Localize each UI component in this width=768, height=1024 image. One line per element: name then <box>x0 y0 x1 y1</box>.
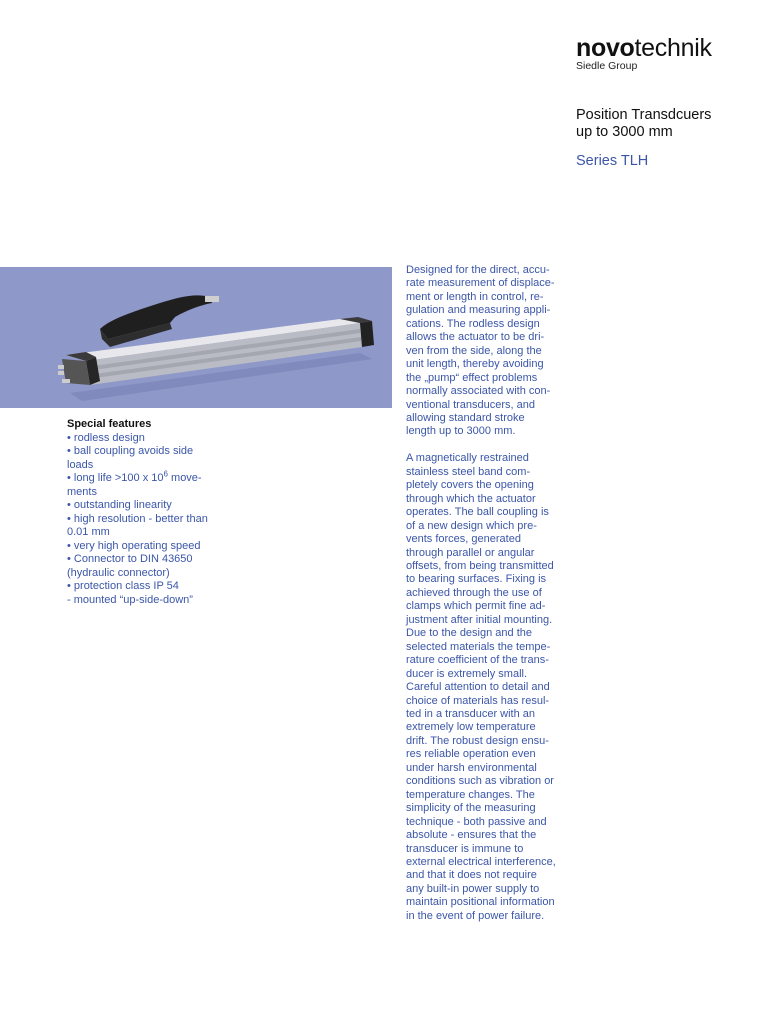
feature-life-tail: move- <box>167 472 202 484</box>
description-line: of a new design which pre- <box>406 519 537 532</box>
description-line: ventional transducers, and <box>406 398 536 411</box>
features-heading: Special features <box>67 418 152 430</box>
description-line: technique - both passive and <box>406 815 547 828</box>
description-line: simplicity of the measuring <box>406 802 536 815</box>
feature-line: • Connector to DIN 43650 <box>67 553 193 565</box>
description-line: external electrical interference, <box>406 855 556 868</box>
brand-logo <box>576 34 746 72</box>
description-line: operates. The ball coupling is <box>406 506 549 519</box>
description-line: rate measurement of displace- <box>406 277 555 290</box>
description-line: extremely low temperature <box>406 721 536 734</box>
brand-name-bold: novo <box>576 34 635 62</box>
description-line: through parallel or angular <box>406 546 535 559</box>
description-line: normally associated with con- <box>406 385 551 398</box>
description-line: gulation and measuring appli- <box>406 304 551 317</box>
feature-line: 0.01 mm <box>67 526 110 538</box>
description-line: and that it does not require <box>406 869 537 882</box>
description-line: cations. The rodless design <box>406 317 540 330</box>
description-line: A magnetically restrained <box>406 452 529 465</box>
description-line: allowing standard stroke <box>406 411 525 424</box>
description-line: through which the actuator <box>406 492 536 505</box>
feature-line: • outstanding linearity <box>67 499 172 511</box>
brand-group: Siedle Group <box>576 60 638 72</box>
description-line: pletely covers the opening <box>406 479 534 492</box>
feature-line: loads <box>67 458 94 471</box>
feature-line: - mounted “up-side-down” <box>67 593 193 606</box>
title-line-1: Position Transdcuers <box>576 107 712 123</box>
description-line: transducer is immune to <box>406 842 524 855</box>
description-line: achieved through the use of <box>406 586 542 599</box>
description-line: vents forces, generated <box>406 533 521 546</box>
brand-name <box>576 34 746 62</box>
feature-line: • high resolution - better than <box>67 512 208 525</box>
special-features <box>67 418 257 607</box>
feature-life-exponent: 6 <box>163 469 168 479</box>
description-line: offsets, from being transmitted <box>406 560 554 573</box>
feature-line: (hydraulic connector) <box>67 566 170 579</box>
series-label: Series TLH <box>576 153 649 169</box>
description-line: stainless steel band com- <box>406 465 531 478</box>
description-line: Designed for the direct, accu- <box>406 264 550 276</box>
document-title <box>576 107 756 141</box>
description-line: any built-in power supply to <box>406 882 540 895</box>
description-line: rature coefficient of the trans- <box>406 654 549 667</box>
description-line: temperature changes. The <box>406 788 535 801</box>
description-line: choice of materials has resul- <box>406 694 550 707</box>
description-paragraph-1 <box>406 264 566 439</box>
description-line: Careful attention to detail and <box>406 681 550 694</box>
description-line: in the event of power failure. <box>406 909 545 922</box>
description-line: selected materials the tempe- <box>406 640 551 653</box>
description-line: allows the actuator to be dri- <box>406 331 545 344</box>
product-photo <box>0 267 392 408</box>
feature-line: ments <box>67 485 97 498</box>
feature-line: • very high operating speed <box>67 539 201 552</box>
description <box>406 264 566 923</box>
description-line: unit length, thereby avoiding <box>406 358 544 371</box>
description-line: ven from the side, along the <box>406 344 542 357</box>
description-line: ducer is extremely small. <box>406 667 528 680</box>
title-line-2: up to 3000 mm <box>576 124 673 140</box>
brand-name-light: technik <box>634 34 712 62</box>
description-paragraph-2 <box>406 452 566 923</box>
description-line: ment or length in control, re- <box>406 290 544 303</box>
paragraph-gap <box>406 439 566 453</box>
description-line: length up to 3000 mm. <box>406 425 516 438</box>
description-line: to bearing surfaces. Fixing is <box>406 573 547 586</box>
feature-line: • rodless design <box>67 431 145 444</box>
description-line: maintain positional information <box>406 896 555 909</box>
feature-life-text: • long life >100 x 10 <box>67 472 164 484</box>
description-line: Due to the design and the <box>406 627 532 640</box>
description-line: justment after initial mounting. <box>406 613 553 626</box>
description-line: ted in a transducer with an <box>406 708 536 720</box>
description-line: clamps which permit fine ad- <box>406 600 546 613</box>
description-line: absolute - ensures that the <box>406 829 537 842</box>
transducer-illustration <box>0 267 392 408</box>
description-line: drift. The robust design ensu- <box>406 734 549 747</box>
description-line: under harsh environmental <box>406 761 537 774</box>
feature-line-life <box>67 469 257 486</box>
description-line: conditions such as vibration or <box>406 775 554 788</box>
description-line: res reliable operation even <box>406 748 536 761</box>
feature-line: • protection class IP 54 <box>67 580 179 592</box>
description-line: the „pump“ effect problems <box>406 371 538 384</box>
feature-line: • ball coupling avoids side <box>67 445 194 457</box>
